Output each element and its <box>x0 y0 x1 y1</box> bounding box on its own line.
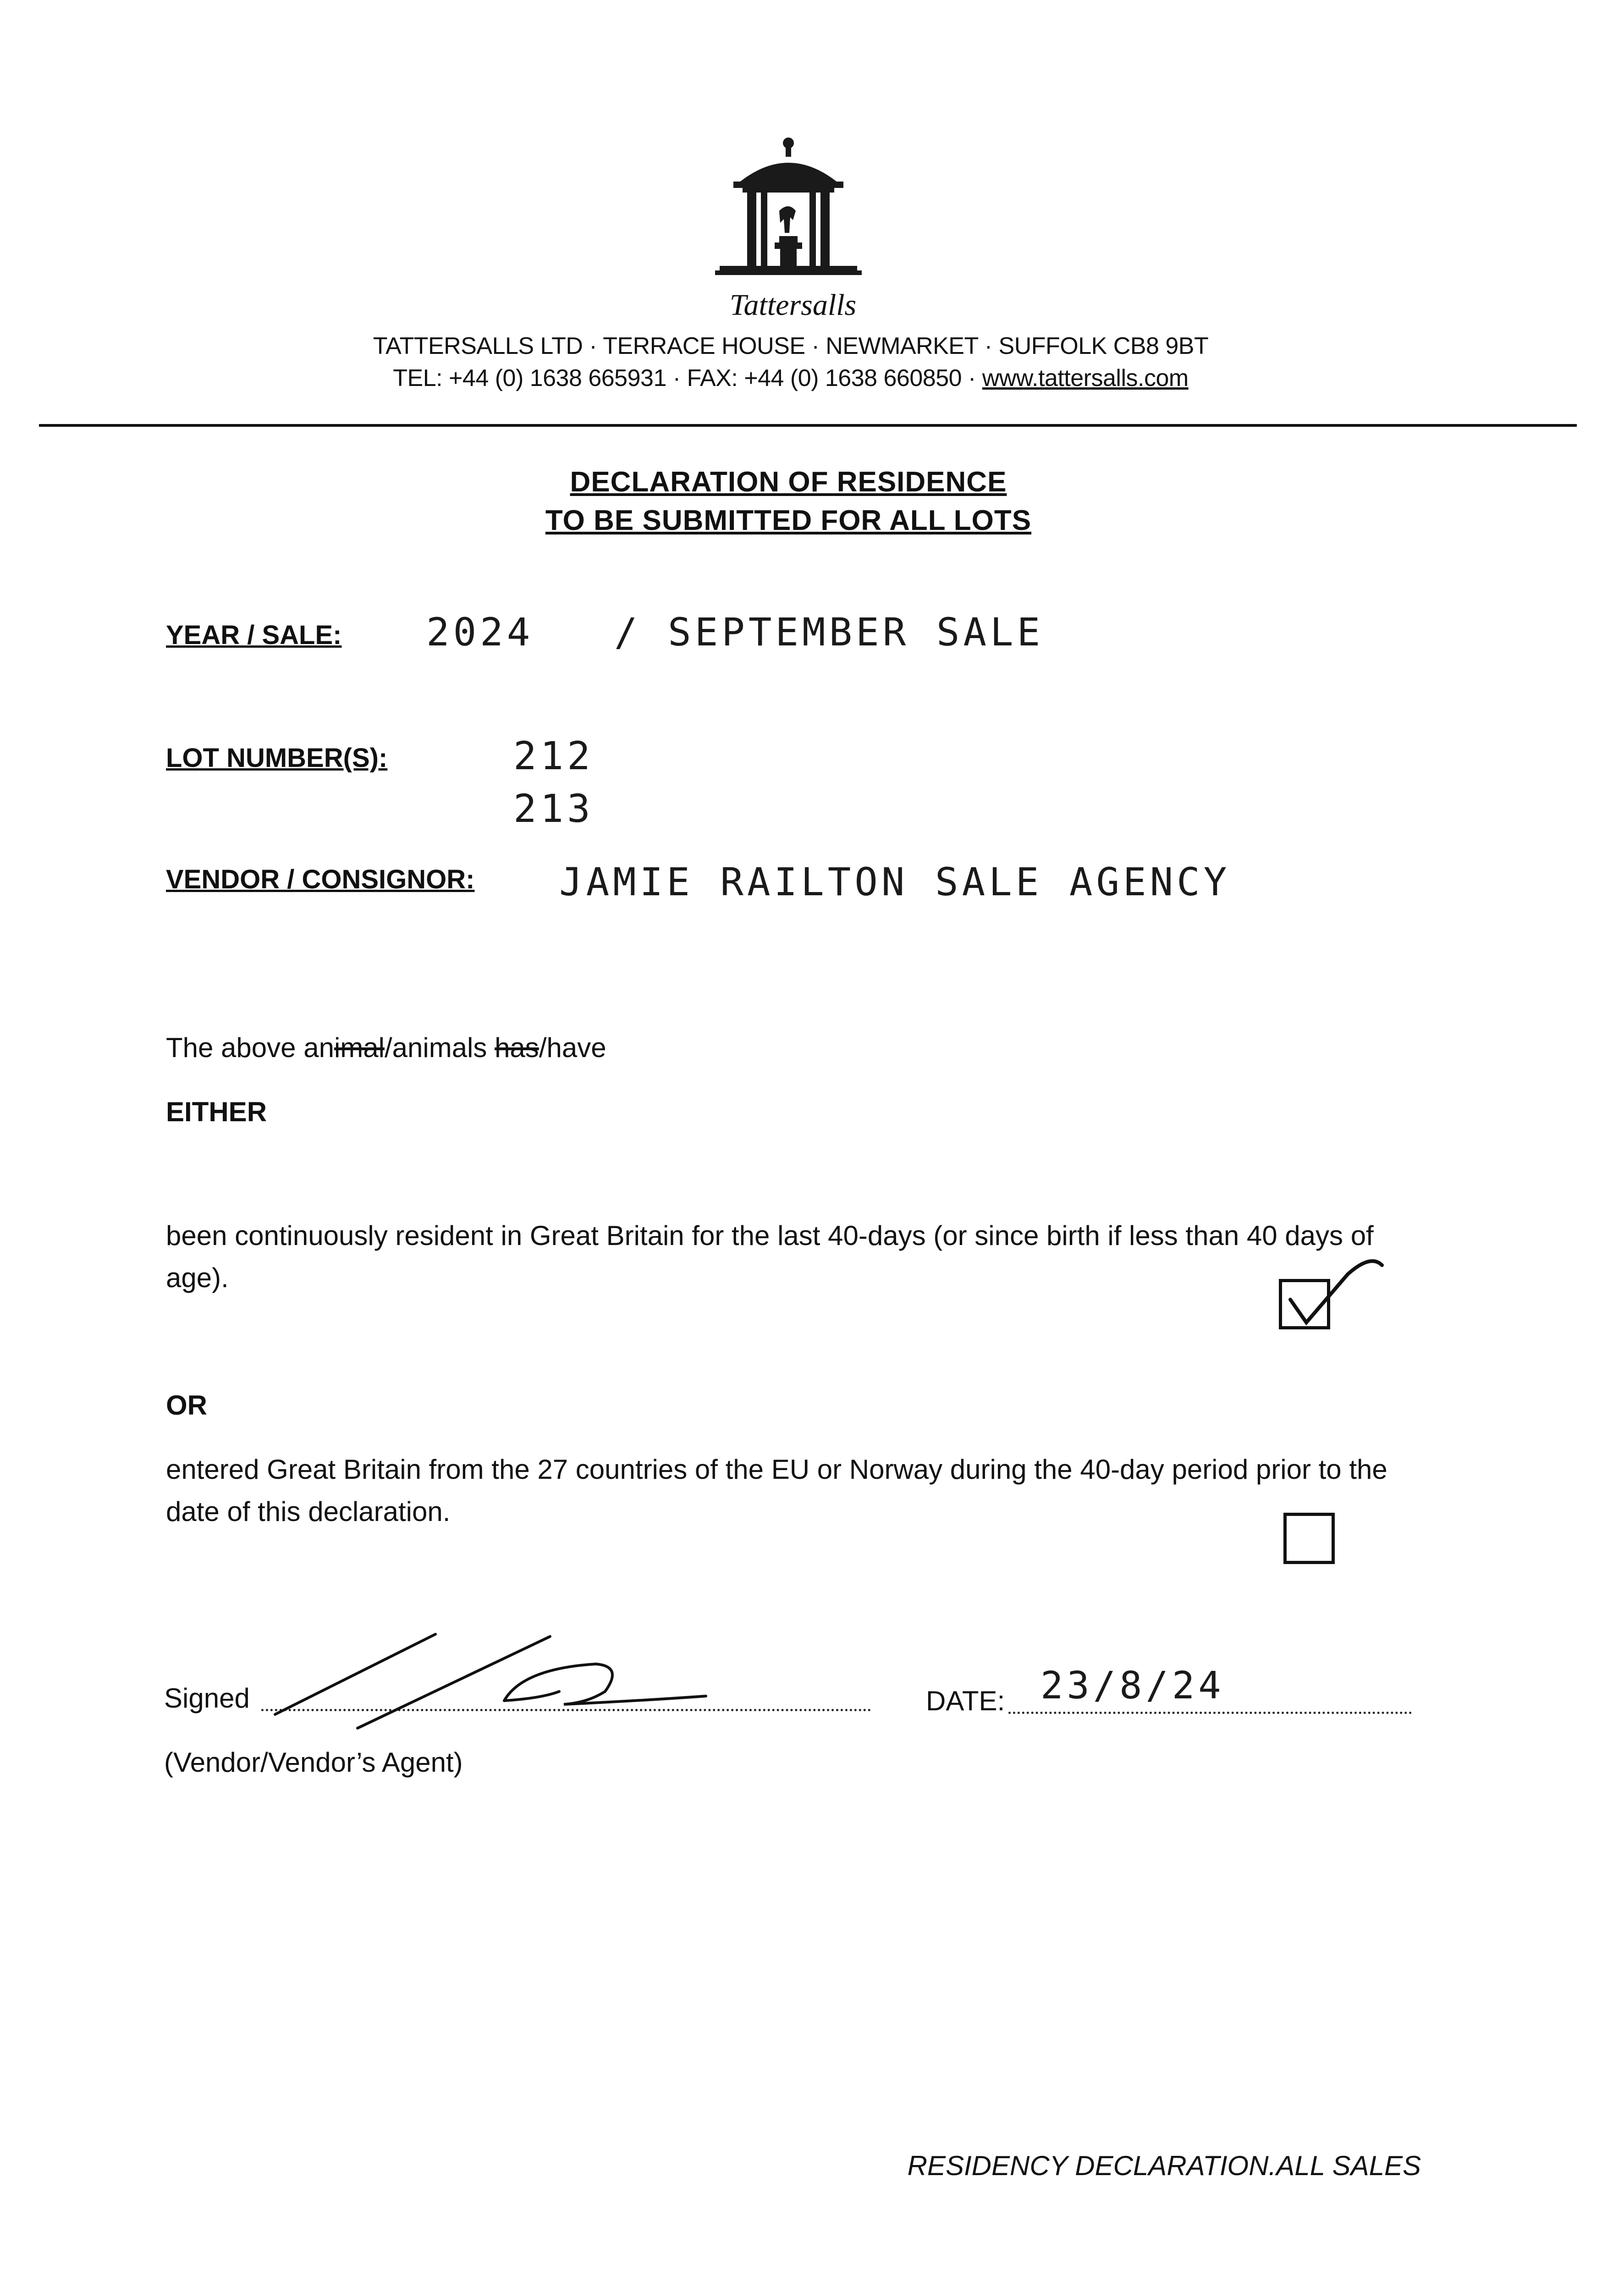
tattersalls-logo <box>715 133 862 289</box>
option-2-text: entered Great Britain from the 27 countries of the EU or Norway during the 40-day period prior to the date of this declaration. <box>166 1454 1387 1527</box>
phone-fax: TEL: +44 (0) 1638 665931 · FAX: +44 (0) 1638 660850 · <box>393 365 982 391</box>
struck-text-animal: imal <box>334 1032 385 1063</box>
checkmark-icon <box>1279 1256 1389 1334</box>
option-2-checkbox[interactable] <box>1283 1513 1335 1564</box>
date-value: 23/8/24 <box>1040 1664 1225 1708</box>
intro-statement <box>166 1027 1440 1069</box>
year-value: 2024 <box>426 610 534 655</box>
brand-name: Tattersalls <box>729 288 857 322</box>
date-label: DATE: <box>926 1686 1005 1716</box>
vendor-label: VENDOR / CONSIGNOR: <box>166 865 475 894</box>
or-label: OR <box>166 1390 207 1421</box>
header-divider <box>39 424 1577 427</box>
signed-label: Signed <box>164 1683 250 1713</box>
struck-text-has: has <box>495 1032 539 1063</box>
contact-line <box>229 364 1352 392</box>
lot-number-1: 212 <box>513 733 594 778</box>
title-line-1: DECLARATION OF RESIDENCE <box>570 466 1007 498</box>
vendor-value: JAMIE RAILTON SALE AGENCY <box>559 860 1231 904</box>
lot-number-2: 213 <box>513 786 594 831</box>
sale-value: / SEPTEMBER SALE <box>614 610 1044 655</box>
company-address: TATTERSALLS LTD · TERRACE HOUSE · NEWMARKET · SUFFOLK CB8 9BT <box>373 333 1209 359</box>
intro-text-b: /animals <box>384 1032 495 1063</box>
intro-text-c: /have <box>539 1032 606 1063</box>
intro-text-a: The above an <box>166 1032 334 1063</box>
either-label: EITHER <box>166 1096 267 1127</box>
signature-scribble <box>266 1623 724 1737</box>
title-line-2: TO BE SUBMITTED FOR ALL LOTS <box>545 505 1032 536</box>
date-line <box>1008 1712 1412 1714</box>
lot-number-label: LOT NUMBER(S): <box>166 743 388 773</box>
page-title <box>413 463 1164 540</box>
website-link[interactable]: www.tattersalls.com <box>982 365 1189 391</box>
signer-role: (Vendor/Vendor’s Agent) <box>164 1747 463 1778</box>
year-sale-label: YEAR / SALE: <box>166 620 342 650</box>
option-1-text: been continuously resident in Great Britain for the last 40-days (or since birth if less than 40 days of age). <box>166 1220 1374 1293</box>
footer-text: RESIDENCY DECLARATION.ALL SALES <box>907 2150 1421 2181</box>
